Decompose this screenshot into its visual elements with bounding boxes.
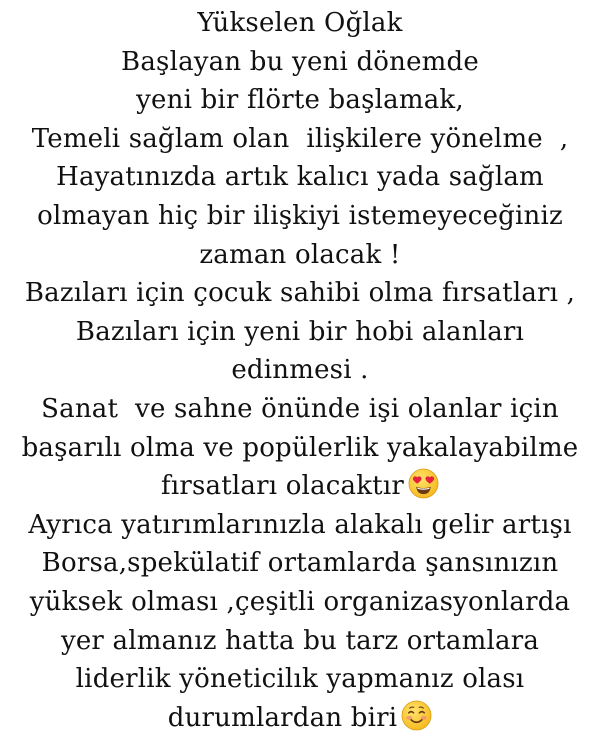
story-line-4: Temeli sağlam olan ilişkilere yönelme , (31, 123, 569, 154)
heart-eyes-emoji-icon (408, 468, 439, 499)
story-line-15: Borsa,spekülatif ortamlarda şansınızın (41, 548, 559, 579)
story-line-11: Sanat ve sahne önünde işi olanlar için (41, 393, 559, 424)
story-title: Yükselen Oğlak (197, 8, 403, 38)
story-line-13 (0, 467, 600, 506)
story-line-2: Başlayan bu yeni dönemde (121, 46, 479, 77)
story-line-7: zaman olacak ! (199, 239, 401, 270)
story-line-16: yüksek olması ,çeşitli organizasyonlarda (29, 586, 571, 617)
story-line-19-text: durumlardan biri (167, 702, 398, 733)
story-line-3: yeni bir flörte başlamak, (136, 85, 464, 116)
story-line-12: başarılı olma ve popülerlik yakalayabilme (21, 432, 579, 463)
story-line-13-text: fırsatları olacaktır (161, 471, 404, 502)
story-line-19 (0, 699, 600, 737)
story-line-8: Bazıları için çocuk sahibi olma fırsatları , (24, 278, 576, 309)
smiling-emoji-icon (401, 700, 432, 731)
story-line-10: edinmesi . (231, 355, 369, 386)
story-line-9: Bazıları için yeni bir hobi alanları (75, 316, 525, 347)
story-text (0, 4, 600, 737)
story-line-5: Hayatınızda artık kalıcı yada sağlam (56, 162, 544, 193)
story-line-6: olmayan hiç bir ilişkiyi istemeyeceğiniz (37, 200, 563, 231)
story-line-18: liderlik yöneticilık yapmanız olası (75, 664, 525, 695)
story-line-17: yer almanız hatta bu tarz ortamlara (60, 625, 540, 656)
story-line-14: Ayrıca yatırımlarınızla alakalı gelir artışı (28, 509, 572, 540)
